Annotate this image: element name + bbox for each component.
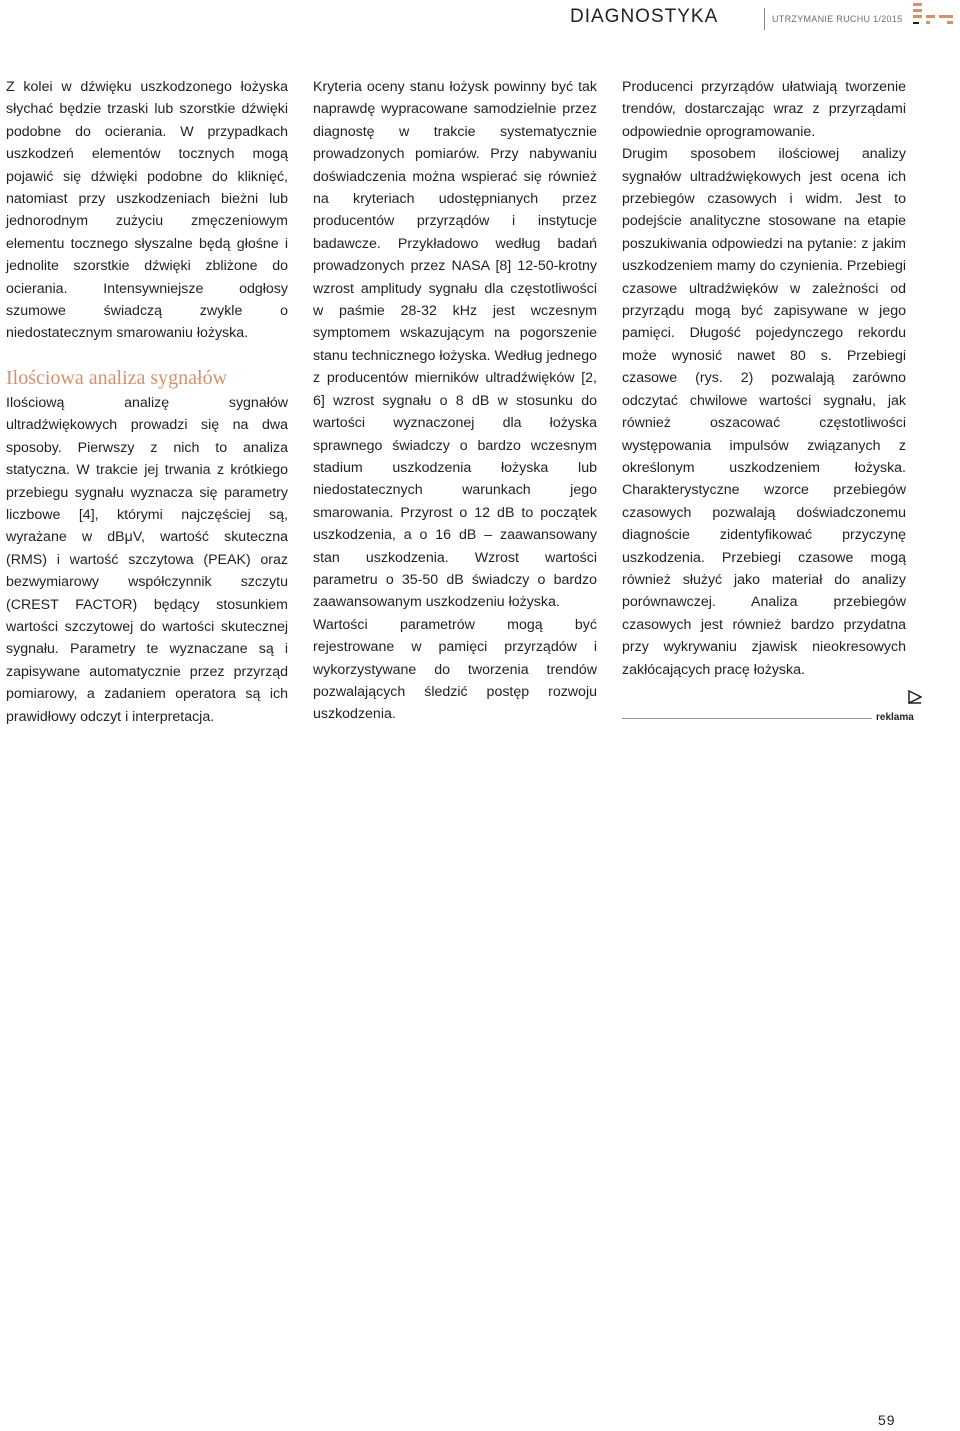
issue-label: UTRZYMANIE RUCHU 1/2015	[772, 14, 903, 24]
header-divider	[764, 8, 765, 30]
paragraph: Wartości parametrów mogą być rejestrowane w pamięci przyrządów i wykorzystywane do tworzenia trendów pozwalających śledzić postęp rozwoju uszkodzenia.	[313, 616, 597, 723]
page-number: 59	[878, 1412, 896, 1428]
ad-label: reklama	[876, 712, 914, 723]
ad-divider	[622, 718, 872, 719]
magazine-logo-icon	[913, 2, 957, 28]
paragraph: Ilościową analizę sygnałów ultradźwiękowych prowadzi się na dwa sposoby. Pierwszy z nich to analiza statyczna. W trakcie jej trwania z krótkiego przebiegu sygnału wyznacza się parametry liczbowe [4], którymi najczęściej są, wyrażane w dBμV, wartość skuteczna (RMS) i wartość szczytowa (PEAK) oraz bezwymiarowy współczynnik szczytu (CREST FACTOR) będący stosunkiem wartości szczytowej do wartości skutecznej sygnału. Parametry te wyznaczane są i zapisywane automatycznie przez przyrząd pomiarowy, a zadaniem operatora są ich prawidłowy odczyt i interpretacja.	[6, 394, 288, 725]
arrow-right-icon	[908, 690, 922, 704]
section-heading: Ilościowa analiza sygnałów	[6, 366, 228, 389]
paragraph: Producenci przyrządów ułatwiają tworzenie trendów, dostarczając wraz z przyrządami odpowiednie oprogramowanie.	[622, 79, 906, 140]
text-column-3	[622, 76, 906, 681]
text-column-2	[313, 76, 597, 726]
paragraph: Drugim sposobem ilościowej analizy sygnałów ultradźwiękowych jest ocena ich przebiegów czasowych i widm. Jest to podejście analityczne stosowane na etapie poszukiwania odpowiedzi na pytanie: z jakim uszkodzeniem mamy do czynienia. Przebiegi czasowe ultradźwięków w zależności od przyrządu mogą być zapisywane w jego pamięci. Długość pojedynczego rekordu może wynosić nawet 80 s. Przebiegi czasowe (rys. 2) pozwalają zarówno odczytać chwilowe wartości sygnału, jak również oszacować częstotliwości występowania impulsów związanych z określonym uszkodzeniem łożyska. Charakterystyczne wzorce przebiegów czasowych pozwalają doświadczonemu diagnoście zidentyfikować przyczynę uszkodzenia. Przebiegi czasowe mogą również służyć jako materiał do analizy porównawczej. Analiza przebiegów czasowych jest również bardzo przydatna przy wykrywaniu zjawisk nieokresowych zakłócających pracę łożyska.	[622, 146, 906, 678]
section-title: DIAGNOSTYKA	[570, 6, 719, 27]
paragraph: Z kolei w dźwięku uszkodzonego łożyska słychać będzie trzaski lub szorstkie dźwięki podobne do ocierania. W przypadkach uszkodzeń elementów tocznych mogą pojawić się dźwięki podobne do kliknięć, natomiast przy uszkodzeniach bieżni lub jednorodnym zużyciu zmęczeniowym elementu tocznego słyszalne będą głośne i jednolite szorstkie dźwięki zbliżone do ocierania. Intensywniejsze odgłosy szumowe świadczą zwykle o niedostatecznym smarowaniu łożyska.	[6, 79, 288, 342]
paragraph: Kryteria oceny stanu łożysk powinny być tak naprawdę wypracowane samodzielnie przez diagnostę w trakcie systematycznie prowadzonych pomiarów. Przy nabywaniu doświadczenia można wspierać się również na kryteriach udostępnianych przez producentów przyrządów i instytucje badawcze. Przykładowo według badań prowadzonych przez NASA [8] 12-50-krotny wzrost amplitudy sygnału dla częstotliwości w paśmie 28-32 kHz jest wczesnym symptomem wskazującym na pogorszenie stanu technicznego łożyska. Według jednego z producentów mierników ultradźwięków [2, 6] wzrost sygnału o 8 dB w stosunku do wartości wyznaczonej dla łożyska sprawnego świadczy o bardzo wczesnym stadium uszkodzenia łożyska lub niedostatecznych warunkach jego smarowania. Przyrost o 12 dB to początek uszkodzenia, a o 16 dB – zaawansowany stan uszkodzenia. Wzrost wartości parametru o 35-50 dB świadczy o bardzo zaawansowanym uszkodzeniu łożyska.	[313, 79, 597, 611]
text-column-1	[6, 76, 288, 728]
